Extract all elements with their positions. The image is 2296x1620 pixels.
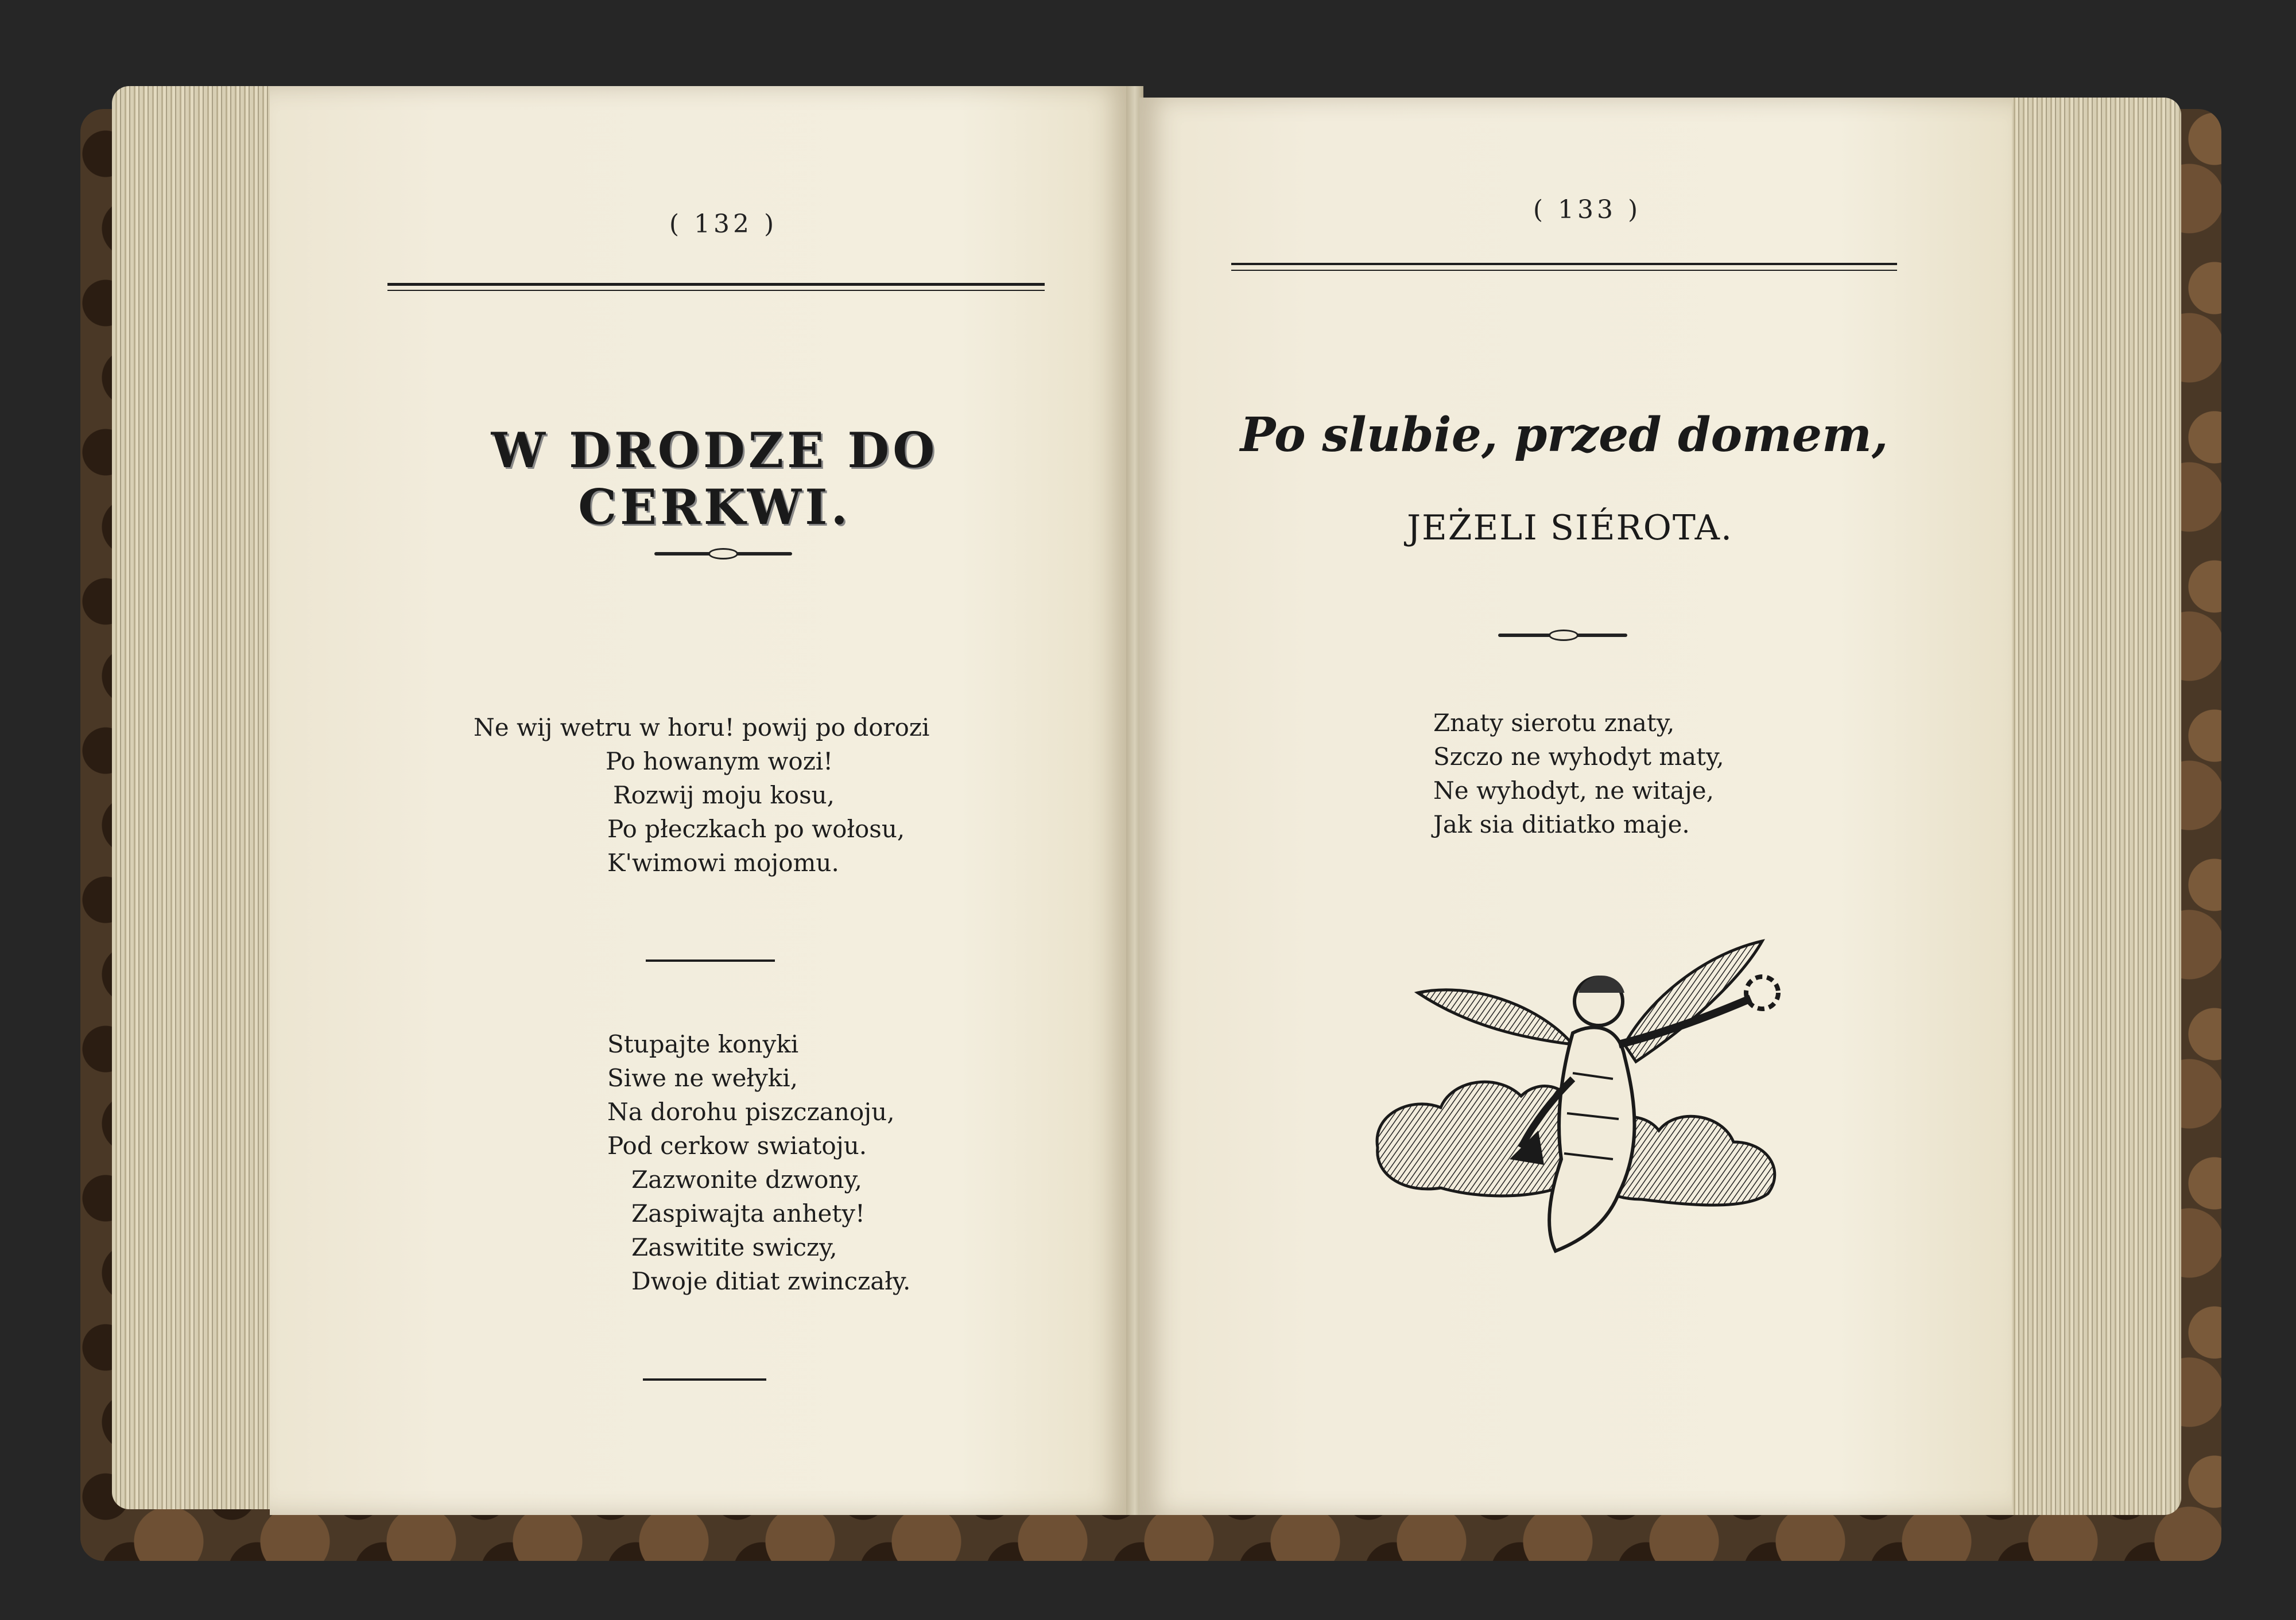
stanza-line: Po płeczkach po wołosu, [607,815,905,843]
header-rule-thin [1231,270,1897,271]
stanza-divider [646,959,775,962]
header-rule [1231,263,1897,265]
stanza-line: Stupajte konyki [607,1030,799,1058]
end-divider [643,1378,766,1381]
stanza-line: Siwe ne wełyki, [607,1064,798,1092]
page-number: ( 133 ) [1533,195,1642,224]
stanza-line: Znaty sierotu znaty, [1433,709,1675,737]
left-page [270,86,1131,1515]
right-page [1139,98,2012,1515]
left-page-edges [112,86,296,1509]
stanza-line: K'wimowi mojomu. [607,849,839,877]
stanza-line: Pod cerkow swiatoju. [607,1132,867,1160]
poem-subtitle: JEŻELI SIÉROTA. [1406,508,1733,548]
stanza-line: Ne wyhodyt, ne witaje, [1433,776,1714,805]
stanza-line: Zaswitite swiczy, [631,1233,837,1261]
angel-illustration [1366,930,1791,1268]
poem-title: W DRODZE DO CERKWI. [491,422,938,535]
stanza-line: Na dorohu piszczanoju, [607,1098,895,1126]
page-number: ( 132 ) [669,209,778,239]
header-rule-thin [387,290,1045,291]
stanza-line: Jak sia ditiatko maje. [1433,810,1690,838]
stanza-line: Rozwij moju kosu, [613,781,835,809]
stanza-line: Dwoje ditiat zwinczały. [631,1267,911,1295]
stanza-line: Ne wij wetru w horu! powij po dorozi [474,713,930,741]
stanza-line: Po howanym wozi! [606,747,833,775]
right-page-edges [1992,98,2181,1515]
stanza-line: Szczo ne wyhodyt maty, [1433,743,1724,771]
header-rule [387,283,1045,286]
poem-title: Po slubie, przed domem, [1240,407,1888,463]
stanza-line: Zaspiwajta anhety! [631,1199,865,1227]
stanza-line: Zazwonite dzwony, [631,1166,862,1194]
